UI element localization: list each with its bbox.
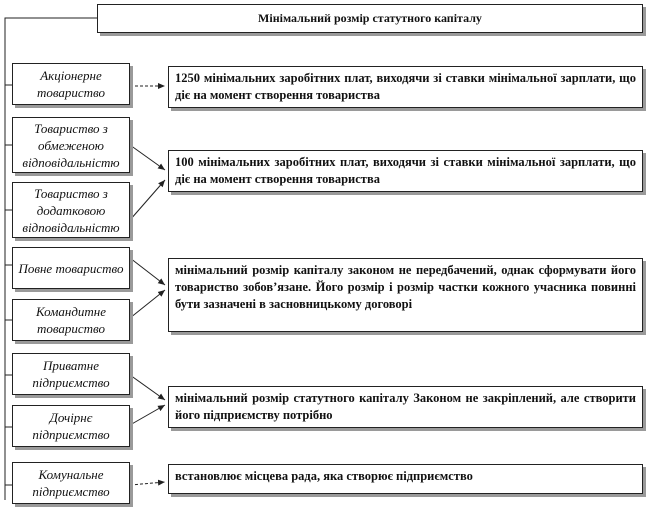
description-communal: встановлює місцева рада, яка створює підприємство (168, 464, 643, 494)
arrow-2 (130, 145, 165, 170)
diagram-title: Мінімальний розмір статутного капіталу (97, 4, 643, 33)
arrow-6 (130, 375, 165, 400)
entity-communal-enterprise: Комунальне підприємство (12, 462, 130, 504)
entity-limited-partnership: Командитне товариство (12, 299, 130, 341)
arrow-8 (130, 482, 165, 485)
description-joint-stock: 1250 мінімальних заробітних плат, виходячи зі ставки мінімальної зарплати, що діє на момент створення товариства (168, 66, 643, 108)
entity-llc: Товариство з обмеженою відповідальністю (12, 117, 130, 173)
arrow-3 (130, 180, 165, 220)
entity-additional-liability: Товариство з додатковою відповідальністю (12, 182, 130, 238)
arrow-5 (130, 290, 165, 318)
entity-joint-stock: Акціонерне товариство (12, 63, 130, 105)
entity-private-enterprise: Приватне підприємство (12, 353, 130, 395)
arrow-4 (130, 258, 165, 285)
arrow-7 (130, 405, 165, 425)
description-partnerships: мінімальний розмір капіталу законом не передбачений, однак сформувати його товариство зобов’язане. Його розмір і розмір частки кожного учасника повинні бути зазначені в засновницькому договорі (168, 258, 643, 332)
description-llc-additional: 100 мінімальних заробітних плат, виходячи зі ставки мінімальної зарплати, що діє на момент створення товариства (168, 150, 643, 192)
description-enterprises: мінімальний розмір статутного капіталу Законом не закріплений, але створити його підприємству потрібно (168, 386, 643, 428)
entity-general-partnership: Повне товариство (12, 247, 130, 289)
entity-subsidiary: Дочірнє підприємство (12, 405, 130, 447)
